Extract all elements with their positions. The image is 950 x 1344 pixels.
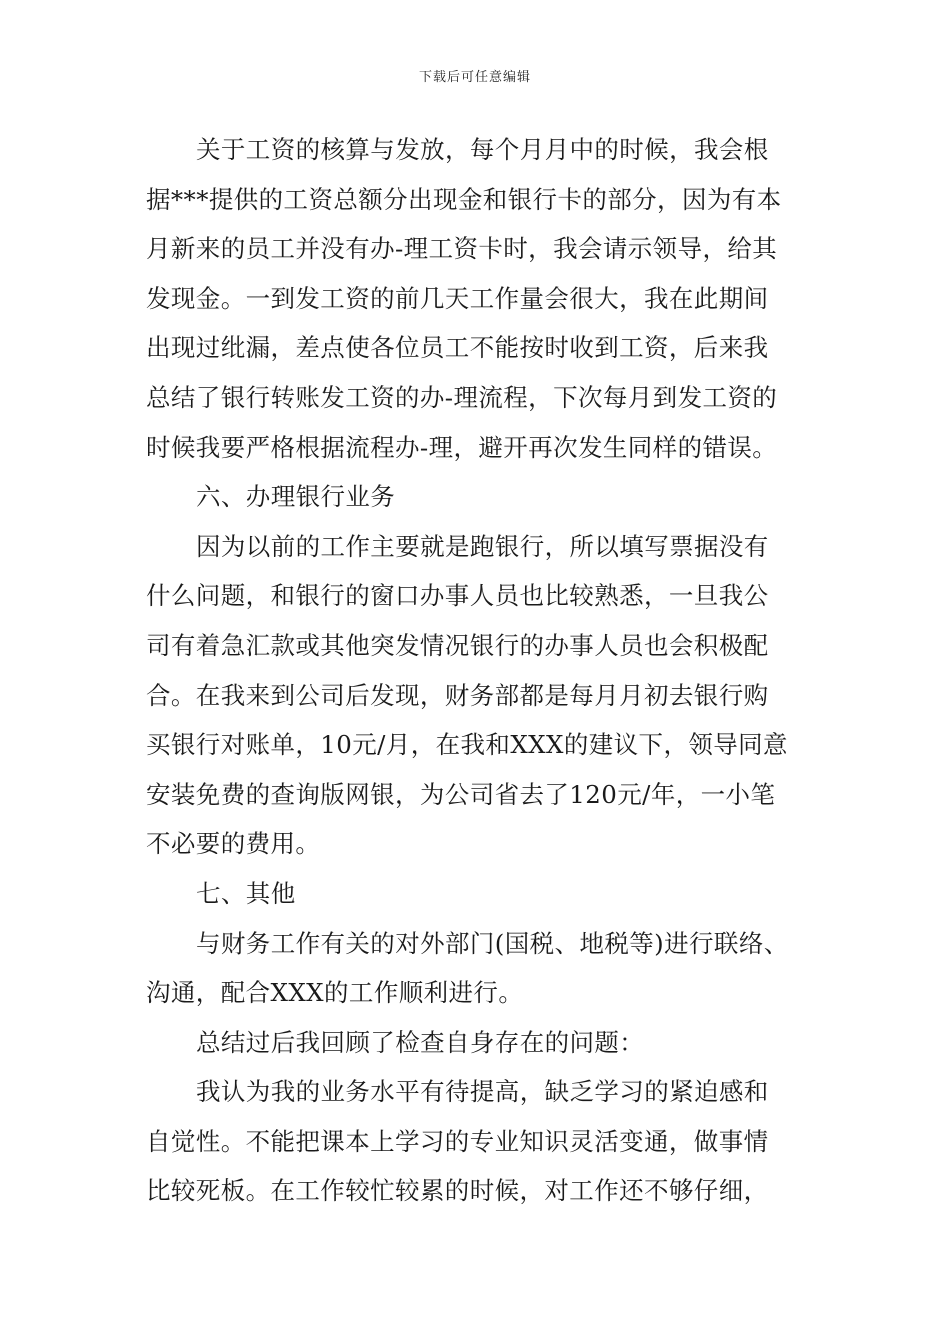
text-line: 总结过后我回顾了检查自身存在的问题：	[196, 1027, 645, 1057]
text-line: 与财务工作有关的对外部门(国税、地税等)进行联络、	[196, 928, 789, 958]
text-line: 六、办理银行业务	[196, 482, 396, 512]
text-line: 沟通，配合XXX的工作顺利进行。	[146, 978, 524, 1008]
text-line: 司有着急汇款或其他突发情况银行的办事人员也会积极配	[146, 630, 769, 660]
text-line: 我认为我的业务水平有待提高，缺乏学习的紧迫感和	[196, 1077, 769, 1107]
text-line: 时候我要严格根据流程办-理，避开再次发生同样的错误。	[146, 432, 778, 462]
text-line: 因为以前的工作主要就是跑银行，所以填写票据没有	[196, 531, 769, 561]
text-line: 出现过纰漏，差点使各位员工不能按时收到工资，后来我	[146, 333, 769, 363]
text-line: 月新来的员工并没有办-理工资卡时，我会请示领导，给其	[146, 234, 778, 264]
text-line: 七、其他	[196, 878, 296, 908]
text-line: 合。在我来到公司后发现，财务部都是每月月初去银行购	[146, 680, 769, 710]
text-line: 不必要的费用。	[146, 829, 321, 859]
text-line: 发现金。一到发工资的前几天工作量会很大，我在此期间	[146, 283, 769, 313]
text-line: 安装免费的查询版网银，为公司省去了120元/年，一小笔	[146, 779, 776, 809]
document-body	[146, 125, 836, 1216]
page-header: 下载后可任意编辑	[418, 70, 531, 85]
text-line: 买银行对账单，10元/月，在我和XXX的建议下，领导同意	[146, 730, 788, 760]
text-line: 关于工资的核算与发放，每个月月中的时候，我会根	[196, 135, 769, 164]
text-line: 自觉性。不能把课本上学习的专业知识灵活变通，做事情	[146, 1126, 769, 1156]
text-line: 据***提供的工资总额分出现金和银行卡的部分，因为有本	[146, 184, 782, 214]
text-line: 总结了银行转账发工资的办-理流程，下次每月到发工资的	[146, 382, 778, 412]
text-line: 什么问题，和银行的窗口办事人员也比较熟悉，一旦我公	[146, 581, 769, 611]
text-line: 比较死板。在工作较忙较累的时候，对工作还不够仔细，	[146, 1176, 769, 1206]
